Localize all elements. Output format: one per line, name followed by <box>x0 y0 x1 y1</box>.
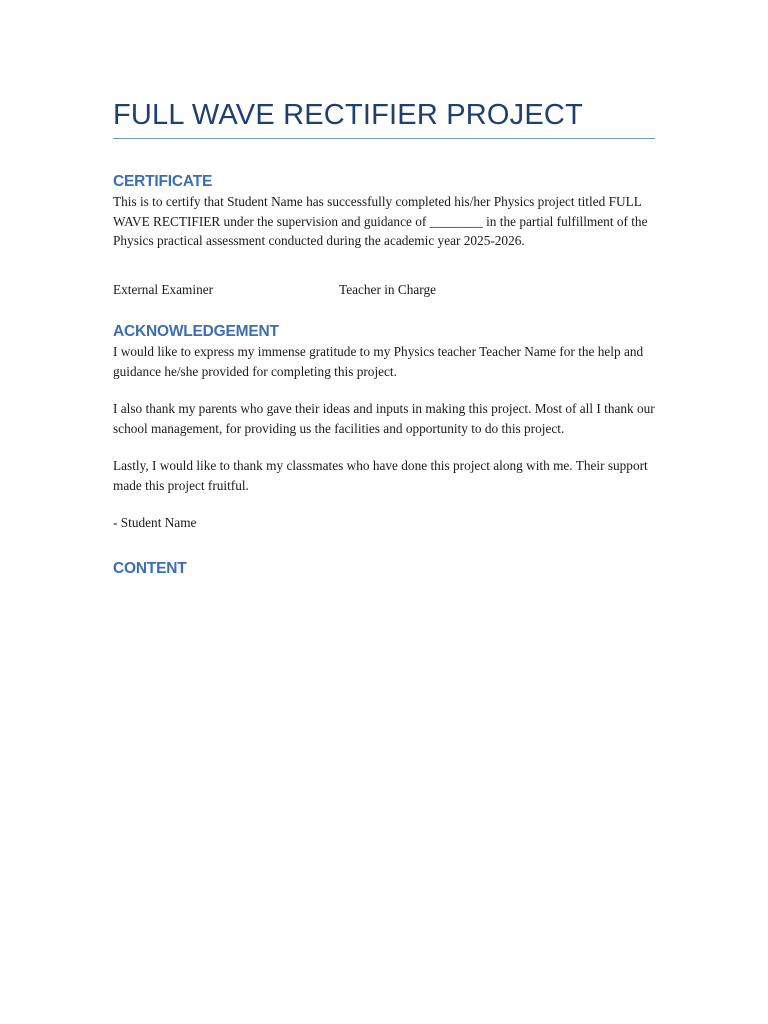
content-heading: CONTENT <box>113 559 187 577</box>
certificate-heading: CERTIFICATE <box>113 173 213 190</box>
document-page <box>113 96 655 579</box>
teacher-in-charge-label: Teacher in Charge <box>339 281 437 297</box>
acknowledgement-paragraph: I also thank my parents who gave their ideas and inputs in making this project. Most of all I thank our school management, for providing us the facilities and opportunity to do this project. <box>113 401 655 436</box>
certificate-body: This is to certify that Student Name has successfully completed his/her Physics project titled FULL WAVE RECTIFIER under the supervision and guidance of ________ in the partial fulfillment of the Physics practical assessment conducted during the academic year 2025-2026. <box>113 194 648 248</box>
acknowledgement-paragraph: Lastly, I would like to thank my classmates who have done this project along with me. Their support made this project fruitful. <box>113 458 648 493</box>
external-examiner-label: External Examiner <box>113 281 214 297</box>
acknowledgement-signoff: - Student Name <box>113 515 197 530</box>
signature-row <box>113 280 655 300</box>
title-divider <box>113 138 655 139</box>
acknowledgement-paragraph: I would like to express my immense gratitude to my Physics teacher Teacher Name for the help and guidance he/she provided for completing this project. <box>113 344 644 379</box>
acknowledgement-heading: ACKNOWLEDGEMENT <box>113 323 279 340</box>
document-title: FULL WAVE RECTIFIER PROJECT <box>113 99 583 131</box>
